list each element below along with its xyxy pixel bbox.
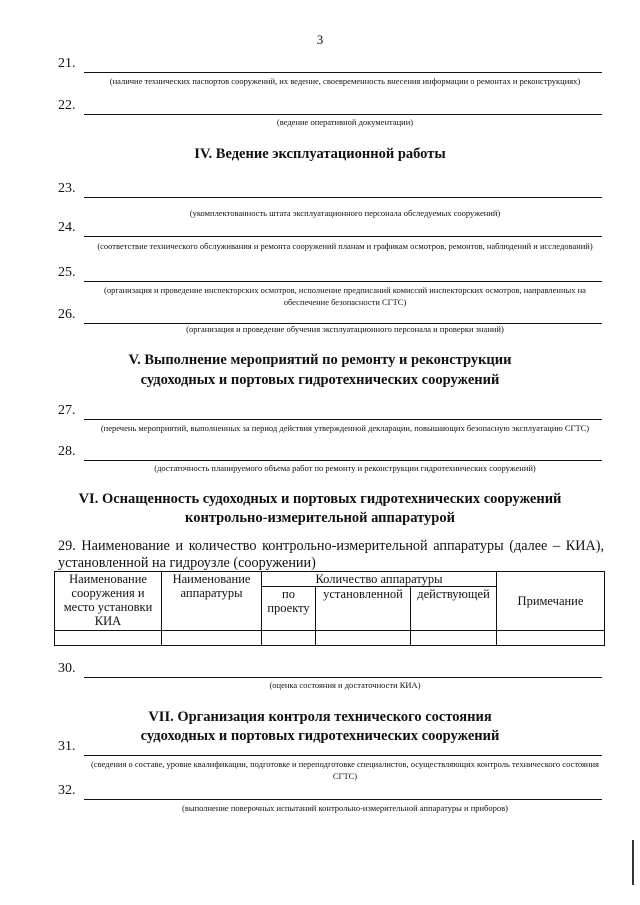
kia-subheader-project: по проекту xyxy=(262,587,316,631)
item-24-number: 24. xyxy=(58,220,76,235)
item-23-line xyxy=(84,197,602,198)
item-31-caption: (сведения о составе, уровне квалификации, подготовке и переподготовке специалистов, осуществляющих контроль технического состояния СГТС) xyxy=(91,759,599,781)
kia-table xyxy=(54,571,605,646)
item-26-caption: (организация и проведение обучения эксплуатационного персонала и проверки знаний) xyxy=(186,324,504,334)
heading-section-6-line-1: VI. Оснащенность судоходных и портовых гидротехнических сооружений xyxy=(78,491,562,507)
item-21-number: 21. xyxy=(58,56,76,71)
item-27-number: 27. xyxy=(58,403,76,418)
item-32-number: 32. xyxy=(58,783,76,798)
scan-edge-mark xyxy=(632,840,634,885)
item-23-number: 23. xyxy=(58,181,76,196)
kia-subheader-installed: установленной xyxy=(316,587,411,631)
kia-empty-cell xyxy=(55,631,162,646)
heading-section-5-line-2: судоходных и портовых гидротехнических сооружений xyxy=(140,372,500,388)
kia-empty-cell xyxy=(262,631,316,646)
item-27-caption: (перечень мероприятий, выполненных за период действия утвержденной декларации, повышающих безопасную эксплуатацию СГТС) xyxy=(100,423,590,433)
kia-subheader-active: действующей xyxy=(411,587,497,631)
item-25-line xyxy=(84,281,602,282)
kia-empty-cell xyxy=(316,631,411,646)
heading-section-5-line-1: V. Выполнение мероприятий по ремонту и реконструкции xyxy=(128,352,512,368)
item-30-caption: (оценка состояния и достаточности КИА) xyxy=(269,680,421,690)
page-number: 3 xyxy=(316,32,324,47)
item-29-text: 29. Наименование и количество контрольно-измерительной аппаратуры (далее – КИА), установленной на гидроузле (сооружении) xyxy=(58,538,604,571)
kia-empty-cell xyxy=(411,631,497,646)
kia-empty-row xyxy=(55,631,605,646)
kia-header-apparatus: Наименование аппаратуры xyxy=(162,572,262,631)
item-24-caption: (соответствие технического обслуживания и ремонта сооружений планам и графикам осмотров, ремонтов, наблюдений и исследований) xyxy=(97,241,593,251)
heading-section-6-line-2: контрольно-измерительной аппаратурой xyxy=(185,510,455,526)
item-25-number: 25. xyxy=(58,265,76,280)
item-28-number: 28. xyxy=(58,444,76,459)
item-25-caption: (организация и проведение инспекторских осмотров, исполнение предписаний комиссий инспекторских осмотров, направленных на обеспечение безопасности СГТС) xyxy=(104,285,586,307)
kia-header-structure: Наименование сооружения и место установки КИА xyxy=(55,572,162,631)
item-21-line xyxy=(84,72,602,73)
item-22-line xyxy=(84,114,602,115)
item-23-caption: (укомплектованность штата эксплуатационного персонала обследуемых сооружений) xyxy=(189,208,501,218)
kia-header-note: Примечание xyxy=(497,572,605,631)
item-22-number: 22. xyxy=(58,98,76,113)
heading-section-7-line-2: судоходных и портовых гидротехнических сооружений xyxy=(140,728,500,744)
item-30-line xyxy=(84,677,602,678)
kia-empty-cell xyxy=(162,631,262,646)
item-27-line xyxy=(84,419,602,420)
item-24-line xyxy=(84,236,602,237)
item-21-caption: (наличие технических паспортов сооружений, их ведение, своевременность внесения информации о ремонтах и реконструкциях) xyxy=(109,76,581,86)
item-32-line xyxy=(84,799,602,800)
kia-header-quantity: Количество аппаратуры xyxy=(262,572,497,587)
item-22-caption: (ведение оперативной документации) xyxy=(276,117,414,127)
item-32-caption: (выполнение поверочных испытаний контрольно-измерительной аппаратуры и приборов) xyxy=(182,803,508,813)
item-28-line xyxy=(84,460,602,461)
heading-section-4: IV. Ведение эксплуатационной работы xyxy=(194,146,446,162)
item-30-number: 30. xyxy=(58,661,76,676)
item-31-line xyxy=(84,755,602,756)
item-31-number: 31. xyxy=(58,739,76,754)
item-26-number: 26. xyxy=(58,307,76,322)
heading-section-7-line-1: VII. Организация контроля технического состояния xyxy=(148,709,492,725)
kia-empty-cell xyxy=(497,631,605,646)
item-28-caption: (достаточность планируемого объема работ по ремонту и реконструкции гидротехнических сооружений) xyxy=(154,463,536,473)
